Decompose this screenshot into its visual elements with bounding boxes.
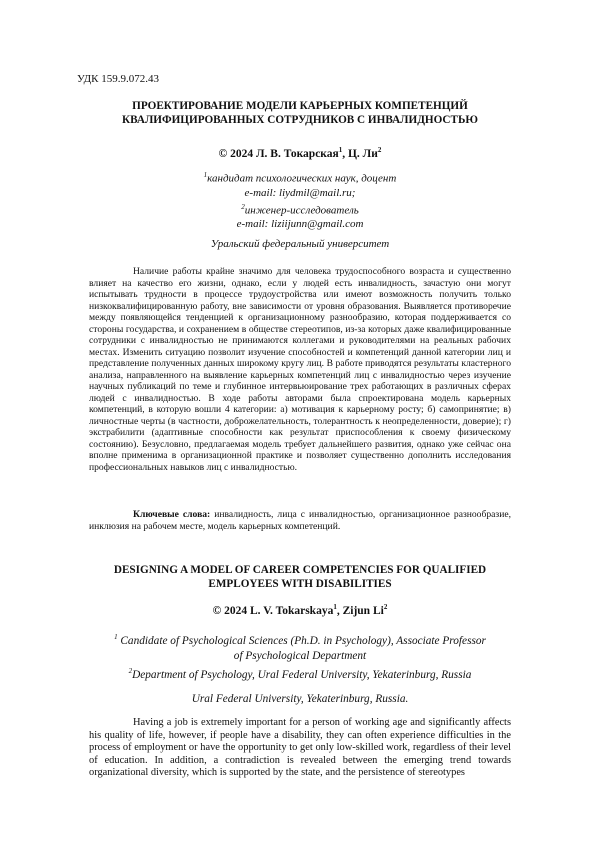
russian-second-author: , Ц. Ли [342,147,378,160]
en-author1-superscript: 1 [333,603,337,611]
russian-abstract-text: Наличие работы крайне значимо для человека трудоспособного возраста и существенно влияет на качество его жизни, однако, если у людей есть инвалидность, зачастую они могут испытывать трудности в процессе трудоустройства или имеют возможность получить только низкоквалифицированную работу, вне зависимости от уровня образования. Выявляется противоречие между появляющейся тенденцией к организационному разнообразию, которая поддерживается со стороны государства, и сохранением в обществе стереотипов, из-за которых даже квалифицированные сотрудники с инвалидностью не принимаются коллегами и руководителями на реальных рабочих местах. Изменить ситуацию позволит изучение способностей и компетенций данной категории лиц и представление полученных данных широкому кругу лиц. В работе приводятся результаты кластерного анализа, направленного на выявление карьерных компетенций лиц с инвалидностью через изучение научных публикаций по теме и глубинное интервьюирование трех работающих в различных сферах людей с инвалидностью. В ходе работы авторами была спроектирована модель карьерных компетенций, в которую вошли 4 категории: а) мотивация к карьерному росту; б) самопринятие; в) личностные черты (в частности, доброжелательность, толерантность к неопределенности, доверие); г) экстрабилити (адаптивные способности как результат приспособления к своему физическому состоянию). Безусловно, предлагаемая модель требует дальнейшего развития, однако уже сейчас она вполне применима в организационной практике и позволяет существенно дополнить исследования профессиональных навыков лиц с инвалидностью. [89,266,511,473]
russian-affiliations [77,168,523,231]
english-title-line-1: DESIGNING A MODEL OF CAREER COMPETENCIES FOR QUALIFIED [113,564,487,576]
author1-superscript: 1 [338,146,343,154]
english-aff2: Department of Psychology, Ural Federal University, Yekaterinburg, Russia [132,668,472,681]
russian-title-line-2: КВАЛИФИЦИРОВАННЫХ СОТРУДНИКОВ С ИНВАЛИДНОСТЬЮ [122,114,478,126]
aff2-superscript: 2 [241,202,245,211]
en-author2-superscript: 2 [383,603,388,611]
russian-aff2-email: e-mail: liziijunn@gmail.com [236,218,364,231]
keywords-label: Ключевые слова: [133,509,211,520]
russian-title-line-1: ПРОЕКТИРОВАНИЕ МОДЕЛИ КАРЬЕРНЫХ КОМПЕТЕНЦИЙ [132,100,468,112]
english-title [77,563,523,591]
russian-aff1-email: e-mail: liydmil@mail.ru; [244,186,356,199]
en-aff1-superscript: 1 [114,633,118,641]
english-second-author: , Zijun Li [336,604,384,617]
udc-code: УДК 159.9.072.43 [77,73,160,85]
russian-aff2: инженер-исследователь [244,204,359,217]
english-aff1: Candidate of Psychological Sciences (Ph.D. in Psychology), Associate Professor [117,634,486,647]
russian-aff1: кандидат психологических наук, доцент [207,172,397,185]
keywords-text: инвалидность, лица с инвалидностью, организационное разнообразие, инклюзия на рабочем месте, модель карьерных компетенций. [89,509,511,532]
english-abstract [89,717,511,780]
author2-superscript: 2 [377,146,382,154]
russian-copyright: © 2024 Л. В. Токарская [218,147,339,160]
english-copyright: © 2024 L. V. Tokarskaya [212,604,334,617]
english-authors [77,603,523,617]
english-affiliations [77,630,523,683]
russian-abstract [89,266,511,473]
russian-title [77,99,523,127]
russian-authors [77,146,523,160]
english-abstract-text: Having a job is extremely important for a person of working age and significantly affects his quality of life, however, if people have a disability, they can often experience difficulties in the process of employment or have the opportunity to get only low-skilled work, regardless of their level of education. In addition, a contradiction is revealed between the emerging trend towards organizational diversity, which is supported by the state, and the persistence of stereotypes [89,717,511,779]
russian-keywords [89,509,511,532]
aff1-superscript: 1 [203,171,208,179]
english-aff1-continued: of Psychological Department [233,649,367,662]
en-aff2-superscript: 2 [128,666,133,675]
russian-university: Уральский федеральный университет [210,238,390,250]
english-title-line-2: EMPLOYEES WITH DISABILITIES [208,578,392,590]
english-university: Ural Federal University, Yekaterinburg, Russia. [191,693,409,705]
